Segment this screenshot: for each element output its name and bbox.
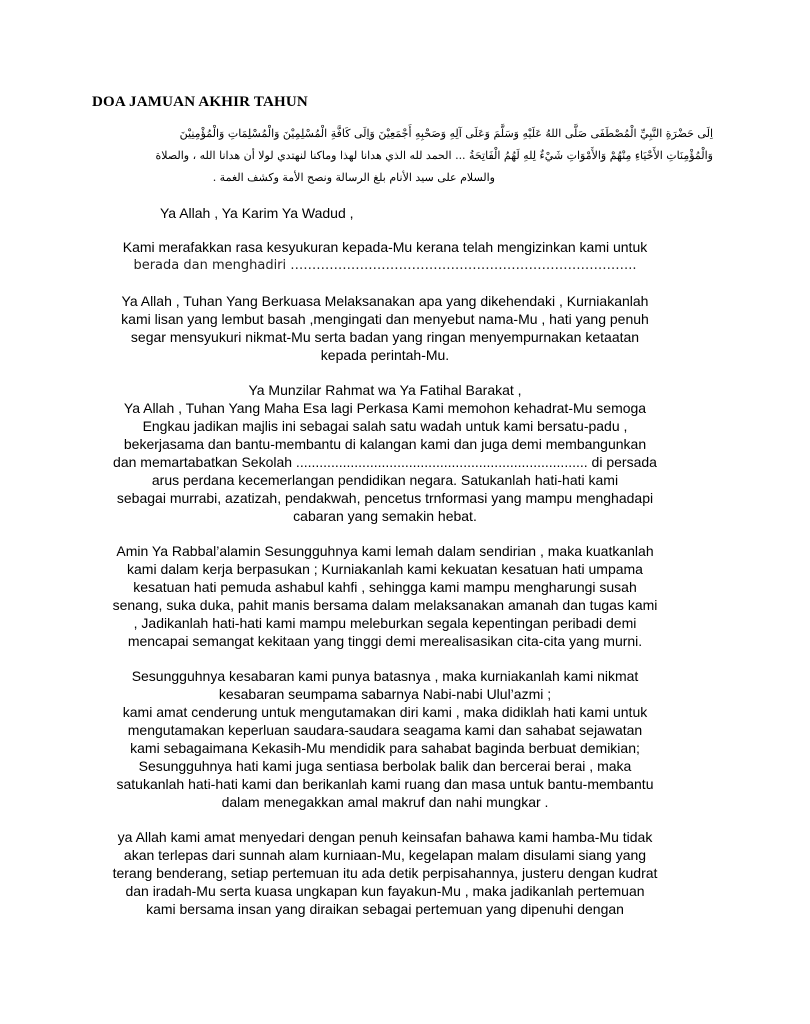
text-line: Sesungguhnya kesabaran kami punya batasnya , maka kurniakanlah kami nikmat bbox=[131, 668, 639, 684]
text-line: akan terlepas dari sunnah alam kurniaan-Mu, kegelapan malam disulami siang yang bbox=[123, 847, 647, 863]
text-line: , Jadikanlah hati-hati kami mampu meleburkan segala kepentingan peribadi demi bbox=[133, 615, 637, 631]
text-line: kepada perintah-Mu. bbox=[320, 347, 450, 363]
text-line: Ya Allah , Tuhan Yang Berkuasa Melaksanakan apa yang dikehendaki , Kurniakanlah bbox=[121, 293, 649, 309]
text-line: Engkau jadikan majlis ini sebagai salah satu wadah untuk kami bersatu-padu , bbox=[142, 418, 628, 434]
arabic-line-1: اِلَى حَضْرَةِ النَّبِيِّ الْمُصْطَفَى صَلَّى اللهُ عَلَيْهِ وَسَلَّمَ وَعَلَى آلِهِ وَصَحْبِهِ أَجْمَعِيْنَ وَاِلَى كَافَّةِ الْمُسْلِمِيْنَ وَالْمُسْلِمَاتِ وَالْمُؤْمِنِيْنَ bbox=[179, 127, 713, 140]
text-line: kami bersama insan yang diraikan sebagai pertemuan yang dipenuhi dengan bbox=[146, 901, 624, 917]
text-line: mencapai semangat kekitaan yang tinggi demi merealisasikan cita-cita yang murni. bbox=[127, 633, 643, 649]
arabic-line-2: وَالْمُؤْمِنَاتِ الأَحْيَاءِ مِنْهُمْ وَالأَمْوَاتِ شَيْءٌ لِلهِ لَهُمُ الْفَاتِحَةُ ... الحمد لله الذي هدانا لهذا وماكنا لنهتدي لولا أن هدانا الله ، والصلاة bbox=[155, 149, 713, 162]
text-line: Kami merafakkan rasa kesyukuran kepada-Mu kerana telah mengizinkan kami untuk bbox=[122, 239, 648, 255]
text-line: ya Allah kami amat menyedari dengan penuh keinsafan bahawa kami hamba-Mu tidak bbox=[117, 829, 653, 845]
text-line: terang benderang, setiap pertemuan itu ada detik perpisahannya, justeru dengan kudrat bbox=[112, 865, 658, 881]
text-line: Amin Ya Rabbal’alamin Sesungguhnya kami lemah dalam sendirian , maka kuatkanlah bbox=[116, 543, 654, 559]
text-line: kesatuan hati pemuda ashabul kahfi , sehingga kami mampu mengharungi susah bbox=[133, 579, 637, 595]
text-line: kami lisan yang lembut basah ,mengingati dan menyebut nama-Mu , hati yang penuh bbox=[121, 311, 649, 327]
text-line: arus perdana kecemerlangan pendidikan negara. Satukanlah hati-hati kami bbox=[151, 472, 619, 488]
text-line: berada dan menghadiri …………………………………………………………………….. bbox=[133, 258, 637, 273]
text-line: Ya Munzilar Rahmat wa Ya Fatihal Barakat , bbox=[248, 382, 522, 398]
text-line: dan iradah-Mu serta kuasa ungkapan kun fayakun-Mu , maka jadikanlah pertemuan bbox=[125, 883, 645, 899]
text-line: Sesungguhnya hati kami juga sentiasa berbolak balik dan bercerai berai , maka bbox=[138, 758, 632, 774]
text-line: sebagai murrabi, azatizah, pendakwah, pencetus trnformasi yang mampu menghadapi bbox=[116, 490, 654, 506]
text-line: dan memartabatkan Sekolah ........................................................................... di persada bbox=[113, 454, 657, 470]
text-line: Ya Allah , Ya Karim Ya Wadud , bbox=[160, 205, 354, 221]
text-line: segar mensyukuri nikmat-Mu serta badan yang ringan menyempurnakan ketaatan bbox=[130, 329, 640, 345]
text-line: mengutamakan keperluan saudara-saudara seagama kami dan sahabat sejawatan bbox=[127, 722, 643, 738]
document-title: DOA JAMUAN AKHIR TAHUN bbox=[92, 94, 308, 110]
text-line: dalam menegakkan amal makruf dan nahi mungkar . bbox=[221, 794, 549, 810]
text-line: satukanlah hati-hati kami dan berikanlah kami ruang dan masa untuk bantu-membantu bbox=[116, 776, 654, 792]
text-line: bekerjasama dan bantu-membantu di kalangan kami dan juga demi membangunkan bbox=[123, 436, 647, 452]
text-line: kami dalam kerja berpasukan ; Kurniakanlah kami kekuatan kesatuan hati umpama bbox=[127, 561, 643, 577]
text-line: Ya Allah , Tuhan Yang Maha Esa lagi Perkasa Kami memohon kehadrat-Mu semoga bbox=[123, 400, 647, 416]
text-line: kami amat cenderung untuk mengutamakan diri kami , maka didiklah hati kami untuk bbox=[122, 704, 648, 720]
arabic-line-3: والسلام على سيد الأنام بلغ الرسالة ونصح الأمة وكشف الغمة . bbox=[212, 171, 495, 184]
text-line: senang, suka duka, pahit manis bersama dalam melaksanakan amanah dan tugas kami bbox=[112, 597, 658, 613]
text-line: kami sebagaimana Kekasih-Mu mendidik para sahabat baginda berbuat demikian; bbox=[130, 740, 640, 756]
text-line: cabaran yang semakin hebat. bbox=[293, 508, 477, 524]
text-line: kesabaran seumpama sabarnya Nabi-nabi Ulul’azmi ; bbox=[218, 686, 552, 702]
